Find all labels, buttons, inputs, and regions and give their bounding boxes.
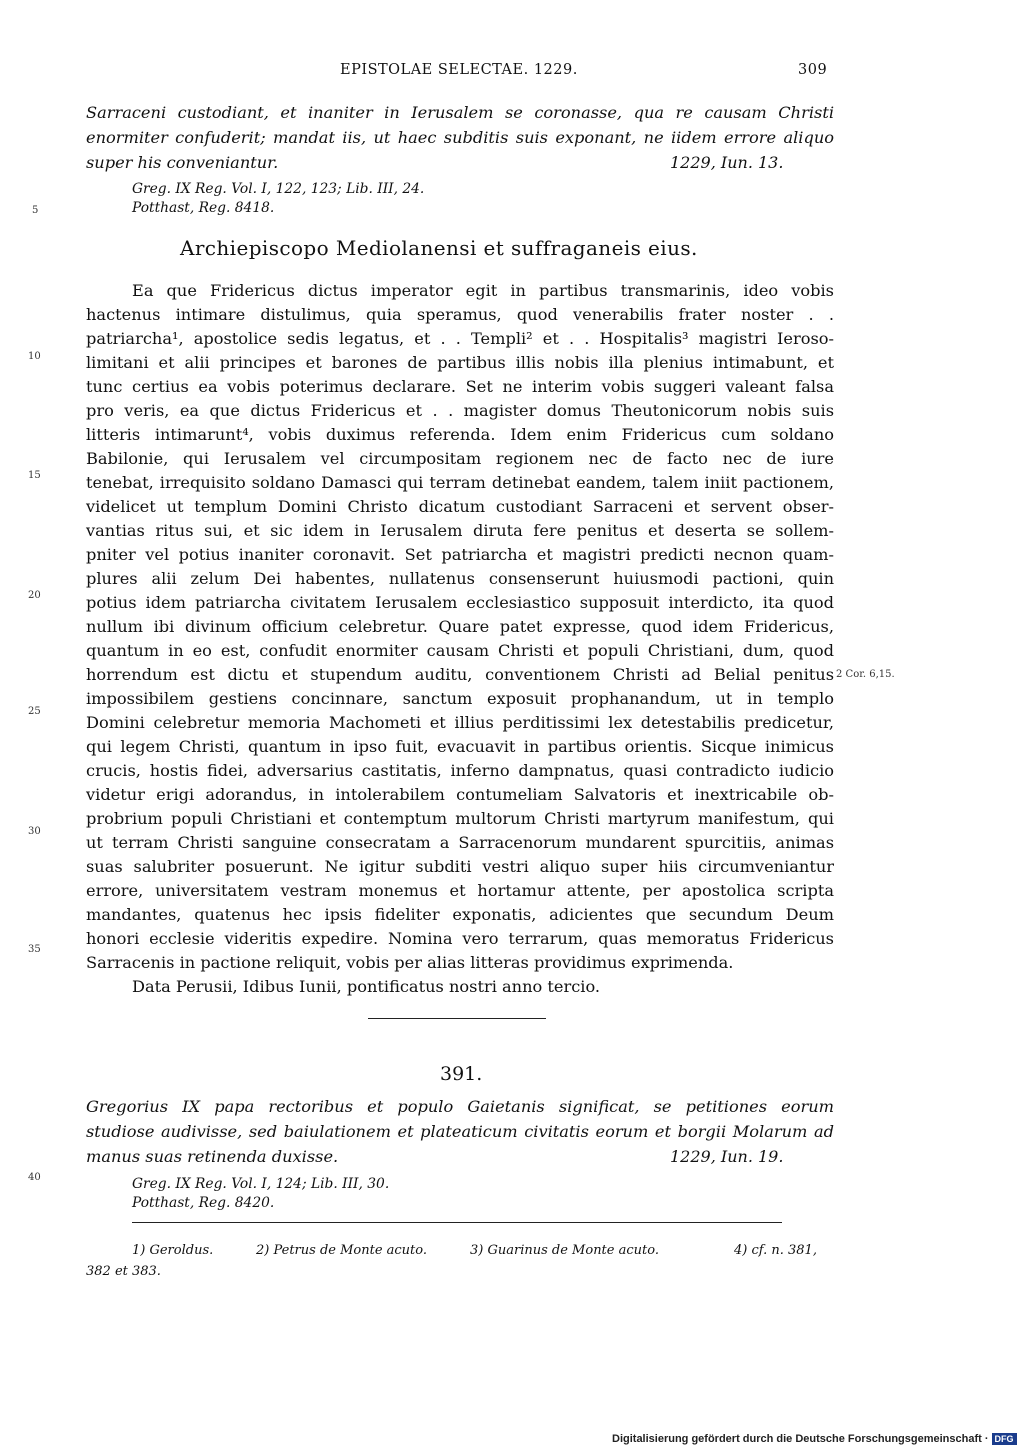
body-line: plures alii zelum Dei habentes, nullatenus consenserunt huiusmodi pactioni, quin — [86, 569, 834, 588]
source-line: Greg. IX Reg. Vol. I, 124; Lib. III, 30. — [132, 1176, 390, 1192]
line-number: 35 — [28, 944, 41, 955]
dfg-logo-icon: DFG — [992, 1433, 1017, 1445]
intro-date: 1229, Iun. 13. — [670, 153, 784, 172]
digitization-footer — [612, 1433, 1017, 1445]
body-line: errore, universitatem vestram monemus et hortamur attente, per apostolica scripta — [86, 881, 834, 900]
footnote: 3) Guarinus de Monte acuto. — [470, 1243, 659, 1258]
footnote: 4) cf. n. 381, — [734, 1243, 817, 1258]
body-line: tenebat, irrequisito soldano Damasci qui terram detinebat eandem, talem iniit pactionem, — [86, 473, 834, 492]
running-header-title: EPISTOLAE SELECTAE. 1229. — [340, 62, 578, 78]
body-line: Ea que Fridericus dictus imperator egit in partibus transmarinis, ideo vobis — [132, 281, 834, 300]
letter-heading: Archiepiscopo Mediolanensi et suffraganeis eius. — [180, 236, 698, 260]
body-line: Domini celebretur memoria Machometi et illius perditissimi lex detestabilis predicetur, — [86, 713, 834, 732]
intro-line: enormiter confuderit; mandat iis, ut haec subditis suis exponant, ne iidem errore aliquo — [86, 128, 834, 147]
page-number: 309 — [798, 62, 828, 78]
body-line: quantum in eo est, confudit enormiter causam Christi et populi Christiani, dum, quod — [86, 641, 834, 660]
closing-line: Data Perusii, Idibus Iunii, pontificatus nostri anno tercio. — [132, 977, 601, 996]
source-line: Potthast, Reg. 8420. — [132, 1195, 275, 1211]
body-line: tunc certius ea vobis poterimus declarare. Set ne interim vobis suggeri valeant falsa — [86, 377, 834, 396]
body-line: potius idem patriarcha civitatem Ierusalem ecclesiastico supposuit interdicto, ita quod — [86, 593, 834, 612]
footnote-rule — [132, 1222, 782, 1223]
source-line: Greg. IX Reg. Vol. I, 122, 123; Lib. III, 24. — [132, 181, 425, 197]
line-number: 5 — [32, 205, 39, 216]
body-line: probrium populi Christiani et contemptum multorum Christi martyrum manifestum, qui — [86, 809, 834, 828]
body-line: Sarracenis in pactione reliquit, vobis per alias litteras providimus exprimenda. — [86, 953, 734, 972]
line-number: 30 — [28, 826, 41, 837]
body-line: nullum ibi divinum officium celebretur. Quare patet expresse, quod idem Fridericus, — [86, 617, 834, 636]
footer-text: Digitalisierung gefördert durch die Deutsche Forschungsgemeinschaft · — [612, 1433, 989, 1445]
body-line: pniter vel potius inaniter coronavit. Set patriarcha et magistri predicti necnon quam- — [86, 545, 834, 564]
body-line: hactenus intimare distulimus, quia speramus, quod venerabilis frater noster . . — [86, 305, 834, 324]
body-line: limitani et alii principes et barones de partibus illis nobis illa plenius intimabunt, et — [86, 353, 834, 372]
footnote: 1) Geroldus. — [132, 1243, 214, 1258]
line-number: 20 — [28, 590, 41, 601]
body-line: videtur erigi adorandus, in intolerabilem contumeliam Salvatoris et inextricabile ob- — [86, 785, 834, 804]
body-line: crucis, hostis fidei, adversarius castitatis, inferno dampnatus, quasi contradicto iudicio — [86, 761, 834, 780]
line-number: 40 — [28, 1172, 41, 1183]
body-line: ut terram Christi sanguine consecratam a Sarracenorum mundarent spurcitiis, animas — [86, 833, 834, 852]
summary-line: manus suas retinenda duxisse. — [86, 1147, 339, 1166]
intro-line: super his conveniantur. — [86, 153, 279, 172]
body-line: videlicet ut templum Domini Christo dicatum custodiant Sarraceni et servent obser- — [86, 497, 834, 516]
footnote: 2) Petrus de Monte acuto. — [256, 1243, 428, 1258]
letter-number: 391. — [440, 1063, 483, 1085]
summary-line: Gregorius IX papa rectoribus et populo Gaietanis significat, se petitiones eorum — [86, 1097, 834, 1116]
body-line: patriarcha¹, apostolice sedis legatus, et . . Templi² et . . Hospitalis³ magistri Ieroso- — [86, 329, 834, 348]
separator-rule — [368, 1018, 546, 1019]
body-line: qui legem Christi, quantum in ipso fuit, evacuavit in partibus orientis. Sicque inimicus — [86, 737, 834, 756]
line-number: 25 — [28, 706, 41, 717]
body-line: suas salubriter posuerunt. Ne igitur subditi vestri aliquo super hiis circumveniantur — [86, 857, 834, 876]
body-line: vantias ritus sui, et sic idem in Ierusalem diruta fere penitus et deserta se sollem- — [86, 521, 834, 540]
summary-date: 1229, Iun. 19. — [670, 1147, 784, 1166]
body-line: horrendum est dictu et stupendum auditu, conventionem Christi ad Belial penitus — [86, 665, 834, 684]
summary-line: studiose audivisse, sed baiulationem et plateaticum civitatis eorum et borgii Molarum ad — [86, 1122, 834, 1141]
body-line: Babilonie, qui Ierusalem vel circumpositam regionem nec de facto nec de iure — [86, 449, 834, 468]
body-line: litteris intimarunt⁴, vobis duximus referenda. Idem enim Fridericus cum soldano — [86, 425, 834, 444]
body-line: impossibilem gestiens concinnare, sanctum exposuit prophanandum, ut in templo — [86, 689, 834, 708]
footnote-continuation: 382 et 383. — [86, 1264, 161, 1279]
source-line: Potthast, Reg. 8418. — [132, 200, 275, 216]
line-number: 10 — [28, 351, 41, 362]
body-line: pro veris, ea que dictus Fridericus et . . magister domus Theutonicorum nobis suis — [86, 401, 834, 420]
line-number: 15 — [28, 470, 41, 481]
body-line: honori ecclesie videritis expedire. Nomina vero terrarum, quas memoratus Fridericus — [86, 929, 834, 948]
margin-note: 2 Cor. 6,15. — [836, 669, 895, 680]
body-line: mandantes, quatenus hec ipsis fideliter exponatis, adicientes que secundum Deum — [86, 905, 834, 924]
intro-line: Sarraceni custodiant, et inaniter in Ierusalem se coronasse, qua re causam Christi — [86, 103, 834, 122]
